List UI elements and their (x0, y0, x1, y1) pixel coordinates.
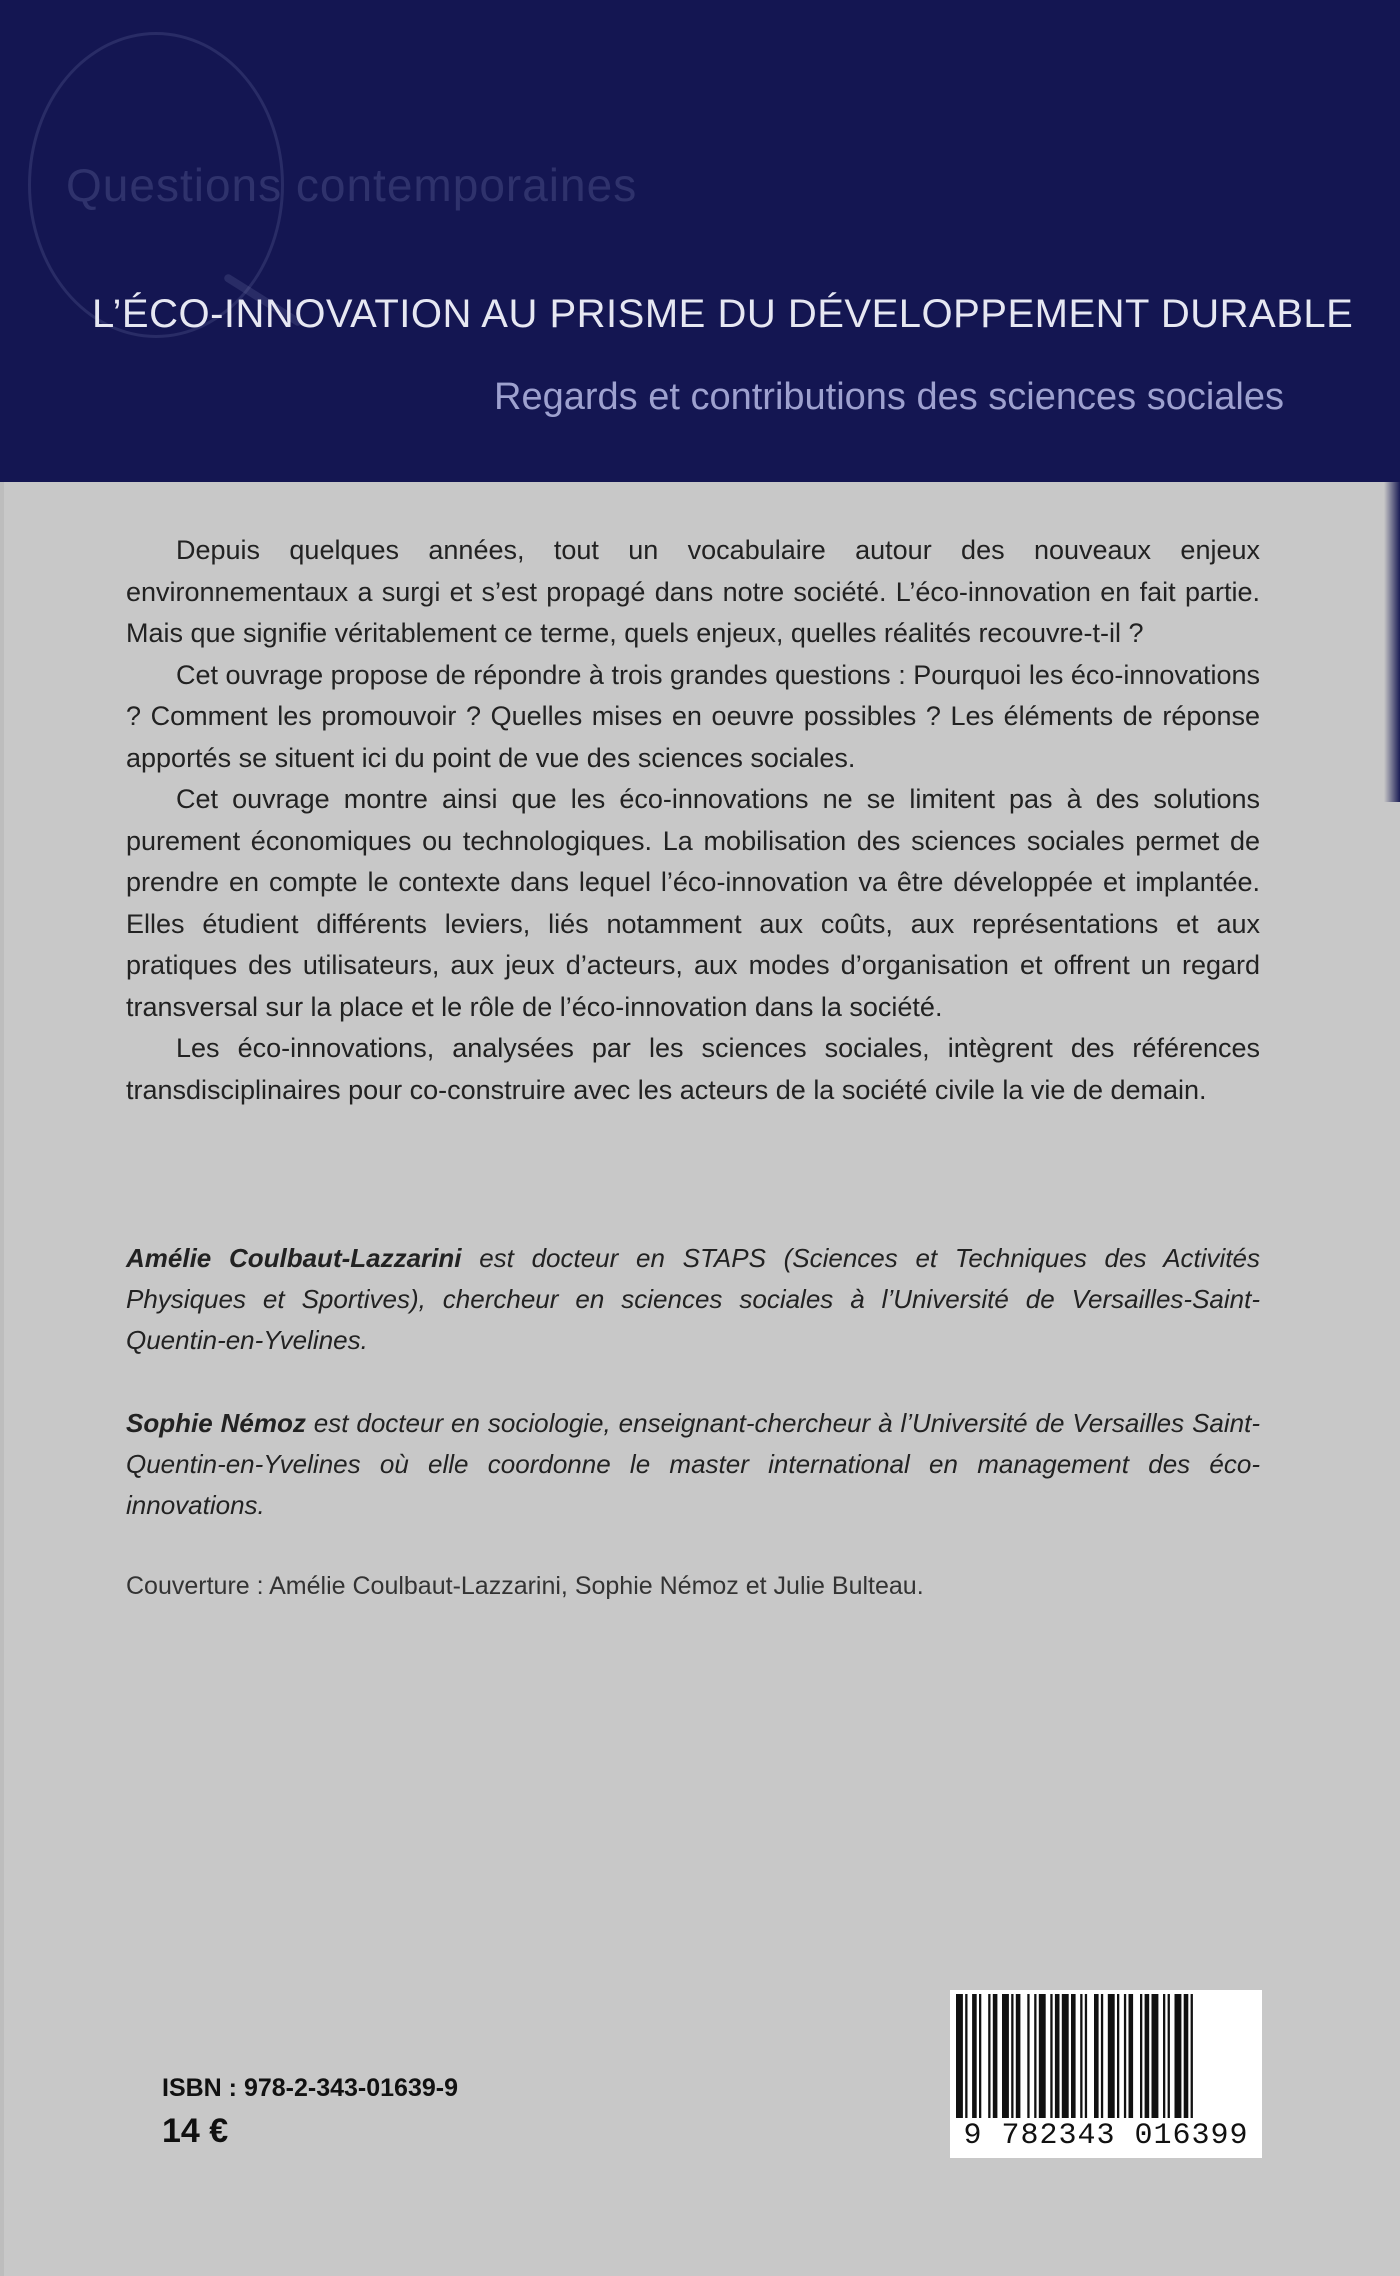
author-bio-text-1: est docteur en STAPS (Sciences et Techniques des Activités Physiques et Sportives), chercheur en sciences sociales à l’Université de Versailles-Saint-Quentin-en-Yvelines. (126, 1243, 1260, 1355)
spine-edge (1384, 482, 1400, 802)
book-title: L’ÉCO-INNOVATION AU PRISME DU DÉVELOPPEMENT DURABLE (92, 292, 1354, 336)
blurb-paragraph-4: Les éco-innovations, analysées par les sciences sociales, intègrent des références transdisciplinaires pour co-construire avec les acteurs de la société civile la vie de demain. (126, 1033, 1260, 1105)
blurb-paragraph-1: Depuis quelques années, tout un vocabulaire autour des nouveaux enjeux environnementaux a surgi et s’est propagé dans notre société. L’éco-innovation en fait partie. Mais que signifie véritablement ce terme, quels enjeux, quelles réalités recouvre-t-il ? (126, 535, 1260, 648)
author-bio-1 (126, 1238, 1260, 1361)
author-bios (126, 1238, 1260, 1568)
author-name-2: Sophie Némoz (126, 1408, 306, 1438)
price: 14 € (162, 2112, 229, 2150)
author-bio-text-2: est docteur en sociologie, enseignant-chercheur à l’Université de Versailles Saint-Quentin-en-Yvelines où elle coordonne le master international en management des éco-innovations. (126, 1408, 1260, 1520)
author-name-1: Amélie Coulbaut-Lazzarini (126, 1243, 462, 1273)
cover-credit: Couverture : Amélie Coulbaut-Lazzarini, Sophie Némoz et Julie Bulteau. (126, 1572, 924, 1600)
blurb-paragraph-2: Cet ouvrage propose de répondre à trois grandes questions : Pourquoi les éco-innovations ? Comment les promouvoir ? Quelles mises en oeuvre possibles ? Les éléments de réponse apportés se situent ici du point de vue des sciences sociales. (126, 659, 1260, 773)
blurb-paragraph-3: Cet ouvrage montre ainsi que les éco-innovations ne se limitent pas à des solutions purement économiques ou technologiques. La mobilisation des sciences sociales permet de prendre en compte le contexte dans lequel l’éco-innovation va être développée et implantée. Elles étudient différents leviers, liés notamment aux coûts, aux représentations et aux pratiques des utilisateurs, aux jeux d’acteurs, aux modes d’organisation et offrent un regard transversal sur la place et le rôle de l’éco-innovation dans la société. (126, 784, 1260, 1022)
author-bio-2 (126, 1403, 1260, 1526)
book-subtitle: Regards et contributions des sciences sociales (494, 376, 1284, 418)
left-edge (0, 482, 4, 2276)
blurb (126, 530, 1260, 1111)
collection-name: Questions contemporaines (66, 159, 638, 211)
barcode (950, 1990, 1262, 2158)
barcode-digits: 9 782343 016399 (950, 2118, 1262, 2154)
barcode-bars-icon (950, 1990, 1262, 2130)
isbn: ISBN : 978-2-343-01639-9 (162, 2074, 458, 2102)
cover-header-band (0, 0, 1400, 482)
